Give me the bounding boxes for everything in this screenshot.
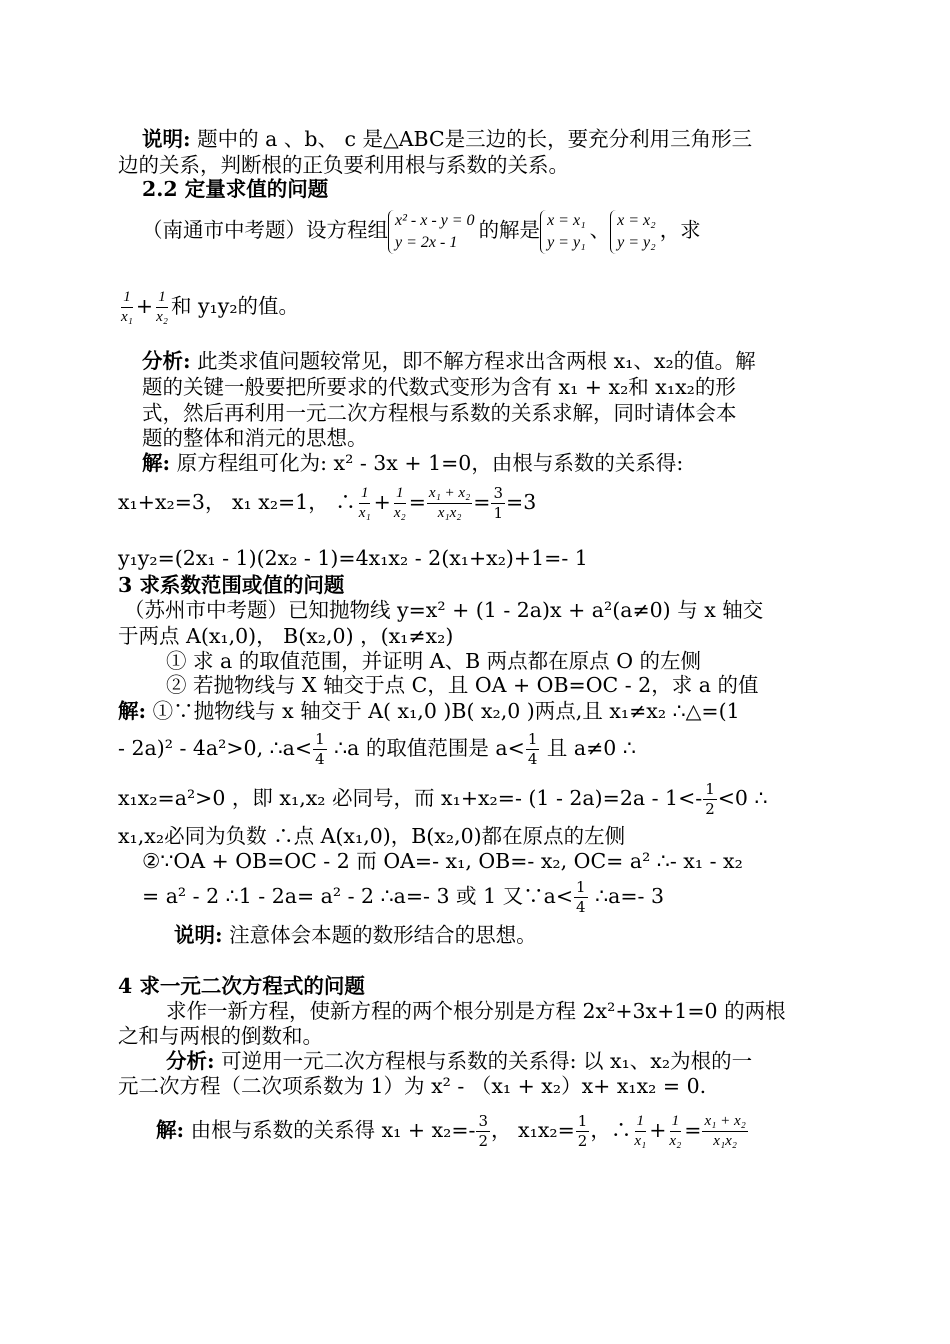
solution-label: 解: — [142, 451, 171, 475]
note-label: 说明: — [174, 923, 223, 947]
fraction: $\frac{1}{\text{x₂}}$ — [156, 289, 168, 325]
section-4-line-1: 求作一新方程，使新方程的两个根分别是方程 2x²+3x+1=0 的两根 — [166, 999, 786, 1023]
note-line-1 — [142, 126, 752, 152]
section-3-note: 说明: 注意体会本题的数形结合的思想。 — [174, 923, 537, 947]
analysis-1-line-4: 题的整体和消元的思想。 — [142, 426, 368, 450]
fraction: $\frac{1}{4}$ — [315, 730, 325, 768]
section-4-line-2: 之和与两根的倒数和。 — [118, 1024, 323, 1048]
problem-1-line: （南通市中考题）设方程组 x² - x - y = 0 y = 2x - 1 的解是 x = x₁ y = y₁ 、 x = x₂ y = y₂ ，求 — [142, 205, 701, 255]
section-4-analysis-1: 分析: 可逆用一元二次方程根与系数的关系得: 以 x₁、x₂为根的一 — [166, 1049, 753, 1073]
section-3-item-2: ② 若抛物线与 X 轴交于点 C，且 OA + OB=OC - 2，求 a 的值 — [166, 673, 759, 697]
section-3-solution-1: 解: ①∵抛物线与 x 轴交于 A( x₁,0 )B( x₂,0 )两点,且 x₁≠x₂ ∴△=(1 — [118, 699, 740, 723]
solution-label: 解: — [156, 1118, 185, 1142]
solution-1-line-3: y₁y₂=(2x₁ - 1)(2x₂ - 1)=4x₁x₂ - 2(x₁+x₂)+1=- 1 — [118, 546, 588, 570]
equation-system: x² - x - y = 0 y = 2x - 1 — [388, 210, 479, 254]
solution-1-line-2: x₁+x₂=3， x₁ x₂=1， ∴ $\frac{1}{\text{x₁}}$ + $\frac{1}{\text{x₂}}$ = $\frac{\text{x₁ + x₂}}{\text{x₁x₂}}$ = $\frac{3}{1}$ =3 — [118, 484, 537, 522]
section-heading-4: 4 求一元二次方程式的问题 — [118, 974, 365, 998]
section-3-solution-4: x₁,x₂必同为负数 ∴点 A(x₁,0)，B(x₂,0)都在原点的左侧 — [118, 824, 626, 848]
fraction: $\frac{\text{x₁ + x₂}}{\text{x₁x₂}}$ — [428, 485, 471, 521]
section-3-solution-2: - 2a)² - 4a²>0, ∴a< $\frac{1}{4}$ ∴a 的取值范围是 a< $\frac{1}{4}$ 且 a≠0 ∴ — [118, 730, 636, 768]
fraction: $\frac{1}{\text{x₁}}$ — [121, 289, 133, 325]
section-3-item-1: ① 求 a 的取值范围，并证明 A、B 两点都在原点 O 的左侧 — [166, 649, 702, 673]
analysis-1-line-3: 式，然后再利用一元二次方程根与系数的关系求解，同时请体会本 — [142, 401, 737, 425]
problem-intro: （南通市中考题）设方程组 — [142, 218, 388, 242]
analysis-label: 分析: — [166, 1049, 215, 1073]
analysis-label: 分析: — [142, 349, 191, 373]
analysis-1-line-2: 题的关键一般要把所要求的代数式变形为含有 x₁ + x₂和 x₁x₂的形 — [142, 375, 736, 399]
section-3-intro-2: 于两点 A(x₁,0)， B(x₂,0) ，(x₁≠x₂) — [118, 624, 454, 648]
analysis-1-line-1: 分析: 此类求值问题较常见，即不解方程求出含两根 x₁、x₂的值。解 — [142, 349, 756, 373]
section-heading-2-2: 2.2 定量求值的问题 — [142, 177, 329, 201]
note-label: 说明: — [142, 127, 191, 151]
fraction: $\frac{3}{2}$ — [478, 1112, 489, 1150]
section-3-solution-6: = a² - 2 ∴1 - 2a= a² - 2 ∴a=- 3 或 1 又∵a< $\frac{1}{4}$ ∴a=- 3 — [142, 878, 665, 916]
problem-1-target: $\frac{1}{\text{x₁}}$ + $\frac{1}{\text{x₂}}$ 和 y₁y₂的值。 — [121, 289, 300, 325]
solution-system-1: x = x₁ y = y₁ — [540, 210, 590, 254]
problem-mid: 的解是 — [478, 218, 541, 242]
fraction: $\frac{1}{\text{x₂}}$ — [669, 1113, 682, 1149]
section-4-analysis-2: 元二次方程（二次项系数为 1）为 x² - （x₁ + x₂）x+ x₁x₂ = 0. — [118, 1074, 707, 1098]
solution-1-line-1: 解: 原方程组可化为: x² - 3x + 1=0，由根与系数的关系得: — [142, 451, 684, 475]
solution-system-2: x = x₂ y = y₂ — [610, 210, 660, 254]
section-3-intro-1: （苏州市中考题）已知抛物线 y=x² + (1 - 2a)x + a²(a≠0) 与 x 轴交 — [124, 598, 764, 622]
solution-label: 解: — [118, 699, 147, 723]
fraction: $\frac{3}{1}$ — [493, 484, 504, 522]
fraction: $\frac{1}{\text{x₁}}$ — [358, 485, 371, 521]
section-3-solution-5: ②∵OA + OB=OC - 2 而 OA=- x₁, OB=- x₂, OC= a² ∴- x₁ - x₂ — [142, 849, 743, 873]
fraction: $\frac{\text{x₁ + x₂}}{\text{x₁x₂}}$ — [704, 1113, 746, 1149]
note-line-2: 边的关系，判断根的正负要利用根与系数的关系。 — [118, 153, 569, 177]
note-text-1: 题中的 a 、b、 c 是△ABC是三边的长，要充分利用三角形三 — [190, 127, 753, 151]
fraction: $\frac{1}{\text{x₂}}$ — [393, 485, 406, 521]
section-4-solution: 解: 由根与系数的关系得 x₁ + x₂=- $\frac{3}{2}$ ， x₁x₂= $\frac{1}{2}$ ，∴ $\frac{1}{\text{x₁}}$ + $\frac{1}{\text{x₂}}$ = $\frac{\text{x₁ + x₂}}{\text{x₁x₂}}$ — [156, 1112, 746, 1150]
fraction: $\frac{1}{2}$ — [577, 1112, 588, 1150]
section-3-solution-3: x₁x₂=a²>0 ，即 x₁,x₂ 必同号，而 x₁+x₂=- (1 - 2a)=2a - 1<- $\frac{1}{2}$ <0 ∴ — [118, 780, 768, 818]
fraction: $\frac{1}{4}$ — [527, 730, 538, 768]
fraction: $\frac{1}{4}$ — [576, 878, 586, 916]
section-heading-3: 3 求系数范围或值的问题 — [118, 573, 345, 597]
fraction: $\frac{1}{\text{x₁}}$ — [634, 1113, 647, 1149]
fraction: $\frac{1}{2}$ — [705, 780, 715, 818]
